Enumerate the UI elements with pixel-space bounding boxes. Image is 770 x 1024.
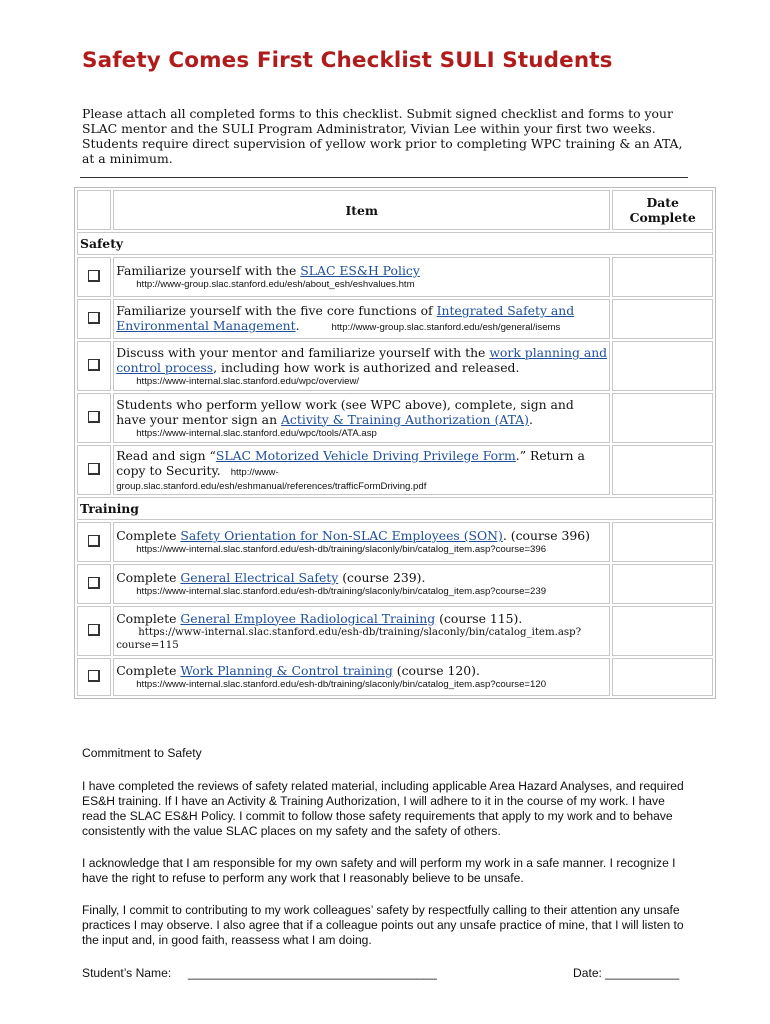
item-text-post: .” Return a copy to Security. xyxy=(116,447,585,478)
date-cell[interactable] xyxy=(612,658,713,696)
table-row xyxy=(77,445,713,495)
intro-paragraph: Please attach all completed forms to this checklist. Submit signed checklist and forms to your SLAC mentor and the SULI Program Administrator, Vivian Lee within your first two weeks. Students require direct supervision of yellow work prior to completing WPC training & an ATA, at a minimum. xyxy=(82,106,683,166)
item-text: Complete xyxy=(116,663,181,678)
checkbox-cell xyxy=(77,299,111,339)
item-url: http://www-group.slac.stanford.edu/esh/general/isems xyxy=(331,322,561,333)
item-cell xyxy=(113,658,610,696)
item-url: http://www-group.slac.stanford.edu/esh/about_esh/eshvalues.htm xyxy=(136,279,415,290)
header-date-line2: Complete xyxy=(629,210,696,225)
item-cell xyxy=(113,257,610,297)
commitment-paragraph-2: I acknowledge that I am responsible for my own safety and will perform my work in a safe manner. I recognize I have the right to refuse to perform any work that I reasonably believe to be unsafe. xyxy=(82,856,676,885)
divider xyxy=(80,177,688,178)
item-text-post: . xyxy=(295,318,300,333)
item-url: https://www-internal.slac.stanford.edu/esh-db/training/slaconly/bin/catalog_item.asp?course=120 xyxy=(136,679,547,690)
item-url-part2: course=115 xyxy=(116,639,179,651)
item-link[interactable]: Safety Orientation for Non-SLAC Employees (SON) xyxy=(180,528,503,543)
student-name-field[interactable]: _____________________________________ xyxy=(188,966,437,980)
date-cell[interactable] xyxy=(612,564,713,604)
item-link[interactable]: Work Planning & Control training xyxy=(180,663,393,678)
item-text: Familiarize yourself with the xyxy=(116,263,301,278)
date-cell[interactable] xyxy=(612,393,713,443)
table-row xyxy=(77,564,713,604)
item-text-post: (course 239). xyxy=(338,570,426,585)
item-text: Read and sign “ xyxy=(116,447,216,463)
checkbox-cell xyxy=(77,564,111,604)
checkbox[interactable] xyxy=(88,463,100,475)
item-url-part1: https://www-internal.slac.stanford.edu/esh-db/training/slaconly/bin/catalog_item.asp? xyxy=(138,626,582,638)
item-url: https://www-internal.slac.stanford.edu/esh-db/training/slaconly/bin/catalog_item.asp?course=239 xyxy=(136,586,547,597)
item-url-part2: group.slac.stanford.edu/esh/eshmanual/references/trafficFormDriving.pdf xyxy=(116,480,427,492)
checkbox-cell xyxy=(77,658,111,696)
date-cell[interactable] xyxy=(612,257,713,297)
item-text-post: (course 120). xyxy=(392,663,480,678)
item-cell xyxy=(113,393,610,443)
commitment-paragraph-1: I have completed the reviews of safety related material, including applicable Area Hazard Analyses, and required ES&H training. If I have an Activity & Training Authorization, I will adhere to it in the course of my work. I have read the SLAC ES&H Policy. I commit to follow those safety requirements that apply to my work and to behave consistently with the value SLAC places on my safety and the safety of others. xyxy=(82,779,684,838)
checkbox[interactable] xyxy=(88,270,100,282)
checkbox[interactable] xyxy=(88,312,100,324)
table-row xyxy=(77,299,713,339)
header-item: Item xyxy=(113,190,610,230)
checkbox[interactable] xyxy=(88,359,100,371)
section-label-safety: Safety xyxy=(77,232,713,255)
item-cell xyxy=(113,445,610,495)
item-text-post: (course 115). xyxy=(435,610,523,626)
item-link[interactable]: Integrated Safety and Environmental Management xyxy=(116,303,575,333)
checkbox-cell xyxy=(77,522,111,562)
item-link[interactable]: General Employee Radiological Training xyxy=(180,610,436,626)
commitment-paragraph-3: Finally, I commit to contributing to my work colleagues’ safety by respectfully calling to their attention any unsafe practices I may observe. I also agree that if a colleague points out any unsafe practice of mine, that I will listen to the input and, in good faith, reassess what I am doing. xyxy=(82,903,684,947)
item-link[interactable]: work planning and control process xyxy=(116,344,608,375)
item-text-post: . xyxy=(528,411,533,427)
table-row xyxy=(77,522,713,562)
item-cell xyxy=(113,564,610,604)
item-text: Complete xyxy=(116,570,181,585)
item-link[interactable]: General Electrical Safety xyxy=(180,570,339,585)
table-row xyxy=(77,257,713,297)
header-blank-cell xyxy=(77,190,111,230)
table-header-row xyxy=(77,190,713,230)
table-row xyxy=(77,393,713,443)
checkbox[interactable] xyxy=(88,411,100,423)
checkbox-cell xyxy=(77,341,111,391)
item-link[interactable]: Activity & Training Authorization (ATA) xyxy=(280,411,529,427)
item-text: Students who perform yellow work (see WPC above), complete, sign and have your mentor sign an xyxy=(116,396,574,427)
commitment-heading: Commitment to Safety xyxy=(82,746,202,760)
checklist-table xyxy=(74,187,716,699)
item-text: Familiarize yourself with the five core functions of xyxy=(116,303,437,318)
checkbox-cell xyxy=(77,393,111,443)
checkbox[interactable] xyxy=(88,577,100,589)
item-cell xyxy=(113,299,610,339)
header-date-line1: Date xyxy=(646,195,679,210)
table-row xyxy=(77,606,713,656)
item-cell xyxy=(113,606,610,656)
item-text: Complete xyxy=(116,610,181,626)
date-cell[interactable] xyxy=(612,445,713,495)
item-text: Complete xyxy=(116,528,181,543)
item-url: https://www-internal.slac.stanford.edu/wpc/tools/ATA.asp xyxy=(136,427,377,439)
item-text: Discuss with your mentor and familiarize yourself with the xyxy=(116,344,490,360)
checkbox[interactable] xyxy=(88,670,100,682)
section-label-training: Training xyxy=(77,497,713,520)
checkbox-cell xyxy=(77,257,111,297)
table-row xyxy=(77,341,713,391)
date-cell[interactable] xyxy=(612,299,713,339)
item-link[interactable]: SLAC Motorized Vehicle Driving Privilege Form xyxy=(215,447,516,463)
checkbox[interactable] xyxy=(88,535,100,547)
date-cell[interactable] xyxy=(612,606,713,656)
student-name-label: Student’s Name: xyxy=(82,966,172,980)
date-cell[interactable] xyxy=(612,522,713,562)
table-row xyxy=(77,658,713,696)
item-text-post: . (course 396) xyxy=(502,528,590,543)
item-cell xyxy=(113,341,610,391)
item-text-post: , including how work is authorized and released. xyxy=(213,359,520,375)
section-row-training xyxy=(77,497,713,520)
checkbox-cell xyxy=(77,445,111,495)
item-url-part1: http://www- xyxy=(230,466,279,478)
checkbox-cell xyxy=(77,606,111,656)
date-field[interactable]: Date: ___________ xyxy=(573,966,680,980)
item-cell xyxy=(113,522,610,562)
header-date-complete xyxy=(612,190,713,230)
item-link[interactable]: SLAC ES&H Policy xyxy=(300,263,420,278)
item-url: https://www-internal.slac.stanford.edu/wpc/overview/ xyxy=(136,375,360,387)
checkbox[interactable] xyxy=(88,624,100,636)
item-url: https://www-internal.slac.stanford.edu/esh-db/training/slaconly/bin/catalog_item.asp?course=396 xyxy=(136,544,547,555)
date-cell[interactable] xyxy=(612,341,713,391)
page-title: Safety Comes First Checklist SULI Students xyxy=(82,48,613,73)
section-row-safety xyxy=(77,232,713,255)
